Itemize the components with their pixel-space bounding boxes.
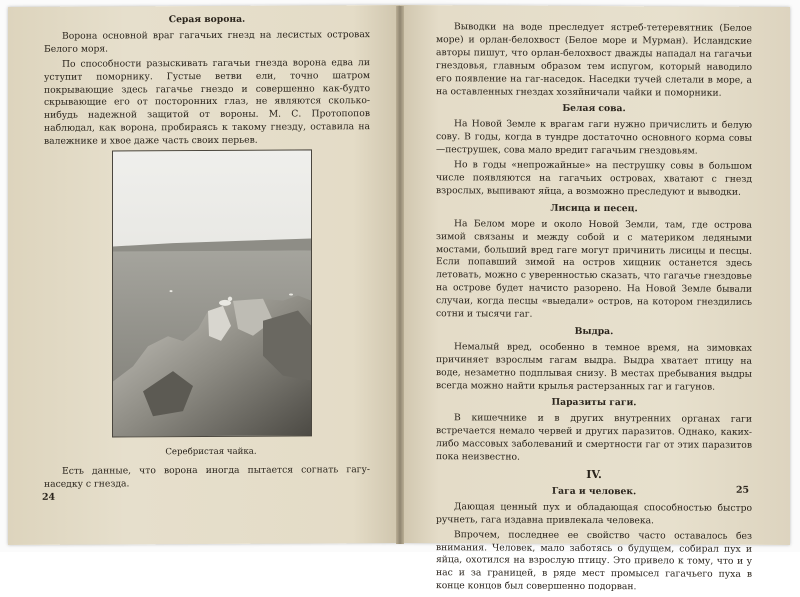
paragraph: Но в годы «непрожайные» на пеструшку совы в большом числе появляются на гагачьих островах, хватают с гнезд взрослых, выпивают яйца, а возможно преследуют и выводки. — [436, 159, 752, 198]
paragraph: Выводки на воде преследует ястреб-тетеревятник (Белое море) и орлан-белохвост (Белое море и Мурман). Исландские авторы пишут, что орлан-белохвост дважды нападал на гагачьи гнездовья, главным образом тем испугом, который наводило его появление на гаг-наседок. Наседки тучей слетали в море, а на оставленных гнездах хозяйничали чайки и поморники. — [436, 21, 752, 99]
left-text-bottom — [44, 464, 370, 494]
heading-fox: Лисица и песец. — [550, 202, 638, 215]
right-page — [400, 5, 790, 593]
page-number-left: 24 — [42, 491, 56, 503]
heading-gray-crow: Серая ворона. — [168, 13, 246, 26]
photo-caption: Серебристая чайка. — [165, 446, 257, 458]
paragraph: В кишечнике и в других внутренних органах гаги встречается немало червей и других паразитов. Однако, каких-либо массовых заболеваний и смертности гаг от этих паразитов пока неизвестно. — [436, 412, 752, 463]
section-number: IV. — [586, 467, 602, 482]
gull-photo — [112, 149, 312, 437]
heading-snowy-owl: Белая сова. — [562, 103, 626, 115]
heading-otter: Выдра. — [574, 325, 614, 338]
page-number-right: 25 — [736, 484, 750, 496]
paragraph: Есть данные, что ворона иногда пытается согнать гагу-наседку с гнезда. — [44, 464, 370, 490]
paragraph: На Белом море и около Новой Земли, там, где острова зимой связаны и между собой и с материком ледяными мостами, больший вред гаге могут причинить лисицы и песцы. Если попавший зимой на остров хищник останется здесь летовать, можно с уверенностью сказать, что гагачье гнездовье на острове будет начисто разорено. На Новой Земле бывали случаи, когда песцы «выедали» остров, на котором гнездились сотни и тысячи гаг. — [436, 217, 752, 320]
paragraph: На Новой Земле к врагам гаги нужно причислить и белую сову. В годы, когда в тундре достаточно основного корма совы—пеструшек, сова мало вредит гагачьим гнездовьям. — [436, 118, 752, 157]
left-text-top — [44, 9, 370, 151]
left-page — [8, 5, 400, 545]
photo-illustration — [113, 150, 311, 436]
right-text — [436, 21, 752, 597]
book-gutter — [396, 6, 404, 544]
heading-eider-and-man: Гага и человек. — [551, 485, 637, 498]
paragraph: По способности разыскивать гагачьи гнезда ворона едва ли уступит поморнику. Густые ветви ели, точно шатром покрывающие здесь гагачье гнездо и совершенно как-будто скрывающие его от посторонних глаз, не являются сколько-нибудь надежной защитой от вороны. М. С. Протопопов наблюдал, как ворона, пробираясь к такому гнезду, оставила на валежнике и хвое даже часть своих перьев. — [44, 56, 370, 147]
heading-parasites: Паразиты гаги. — [551, 397, 637, 409]
paragraph: Ворона основной враг гагачьих гнезд на лесистых островах Белого моря. — [44, 29, 370, 55]
paragraph: Немалый вред, особенно в темное время, на зимовках причиняет взрослым гагам выдра. Выдра хватает птицу на воде, незаметно подплывая снизу. В местах пребывания выдры всегда можно найти крылья растерзанных гаг и гагунов. — [436, 341, 752, 393]
paragraph: Впрочем, последнее ее свойство часто оставалось без внимания. Человек, мало заботясь о будущем, собирал пух и яйца, охотился на взрослую птицу. Это привело к тому, что и у нас и за границей, в ряде мест промысел гагачьего пуха в конце концов был совершенно подорван. — [436, 528, 752, 593]
paragraph: Дающая ценный пух и обладающая способностью быстро ручнеть, гага издавна привлекала человека. — [436, 501, 752, 527]
